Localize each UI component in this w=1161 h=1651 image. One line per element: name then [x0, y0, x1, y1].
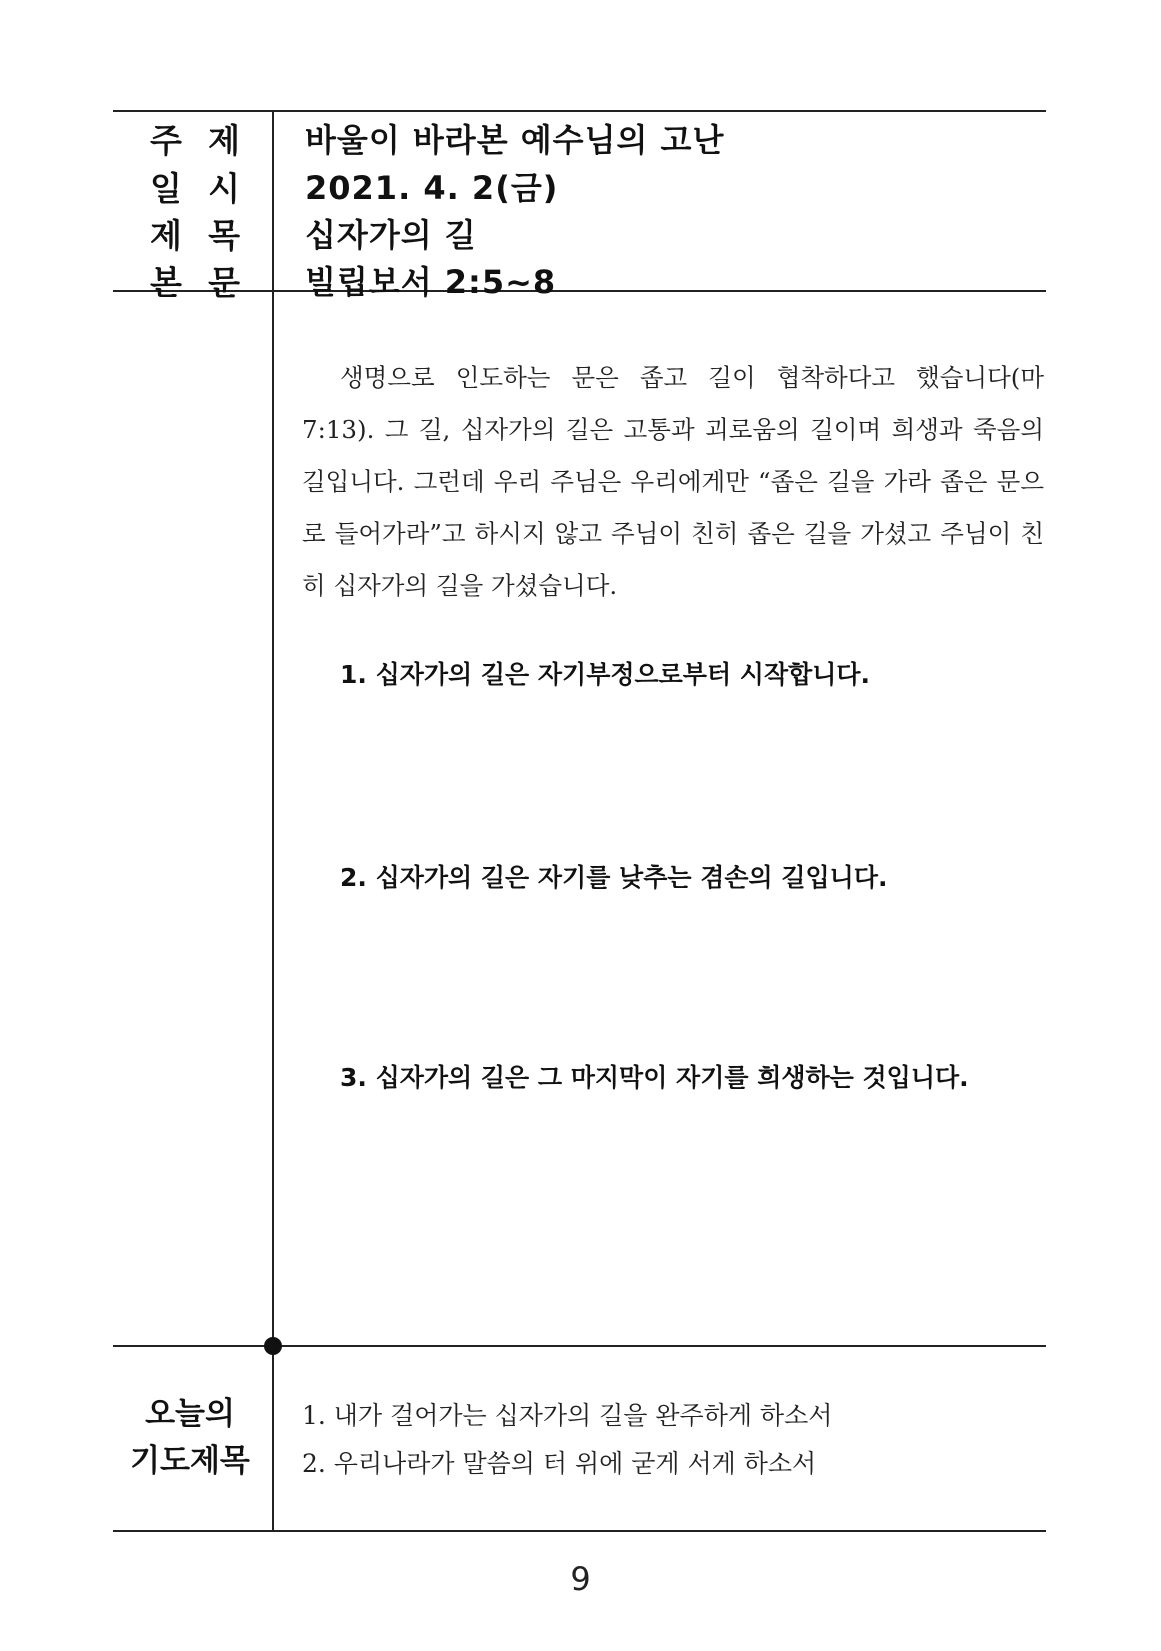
prayer-label-line1: 오늘의 — [145, 1396, 235, 1432]
sermon-point-2: 2. 십자가의 길은 자기를 낮추는 겸손의 길입니다. — [340, 863, 888, 892]
sermon-point-3: 3. 십자가의 길은 그 마지막이 자기를 희생하는 것입니다. — [340, 1063, 969, 1092]
value-topic: 바울이 바라본 예수님의 고난 — [305, 121, 725, 159]
divider-dot — [264, 1337, 282, 1355]
prayer-item-1: 1. 내가 걸어가는 십자가의 길을 완주하게 하소서 — [302, 1401, 833, 1430]
prayer-label-line2: 기도제목 — [130, 1443, 250, 1479]
header-top-rule — [113, 110, 1046, 112]
label-scripture: 본 문 — [150, 262, 240, 302]
page-number: 9 — [570, 1560, 591, 1598]
label-date: 일 시 — [150, 168, 240, 208]
label-topic: 주 제 — [150, 120, 240, 160]
label-title: 제 목 — [150, 215, 240, 255]
value-date: 2021. 4. 2(금) — [305, 169, 559, 207]
prayer-top-rule — [113, 1345, 1046, 1347]
sermon-point-1: 1. 십자가의 길은 자기부정으로부터 시작합니다. — [340, 660, 871, 689]
intro-paragraph: 생명으로 인도하는 문은 좁고 길이 협착하다고 했습니다(마 7:13). 그 길, 십자가의 길은 고통과 괴로움의 길이며 희생과 죽음의 길입니다. 그런데 우리 주님은 우리에게만 “좁은 길을 가라 좁은 문으로 들어가라”고 하시지 않고 주님이 친히 좁은 길을 가셨고 주님이 친히 십자가의 길을 가셨습니다. — [302, 363, 1044, 600]
value-title: 십자가의 길 — [305, 216, 477, 254]
prayer-item-2: 2. 우리나라가 말씀의 터 위에 굳게 서게 하소서 — [302, 1449, 817, 1478]
header-bottom-rule — [113, 290, 1046, 292]
column-divider — [272, 110, 274, 1531]
prayer-bottom-rule — [113, 1530, 1046, 1532]
value-scripture: 빌립보서 2:5~8 — [305, 263, 557, 301]
